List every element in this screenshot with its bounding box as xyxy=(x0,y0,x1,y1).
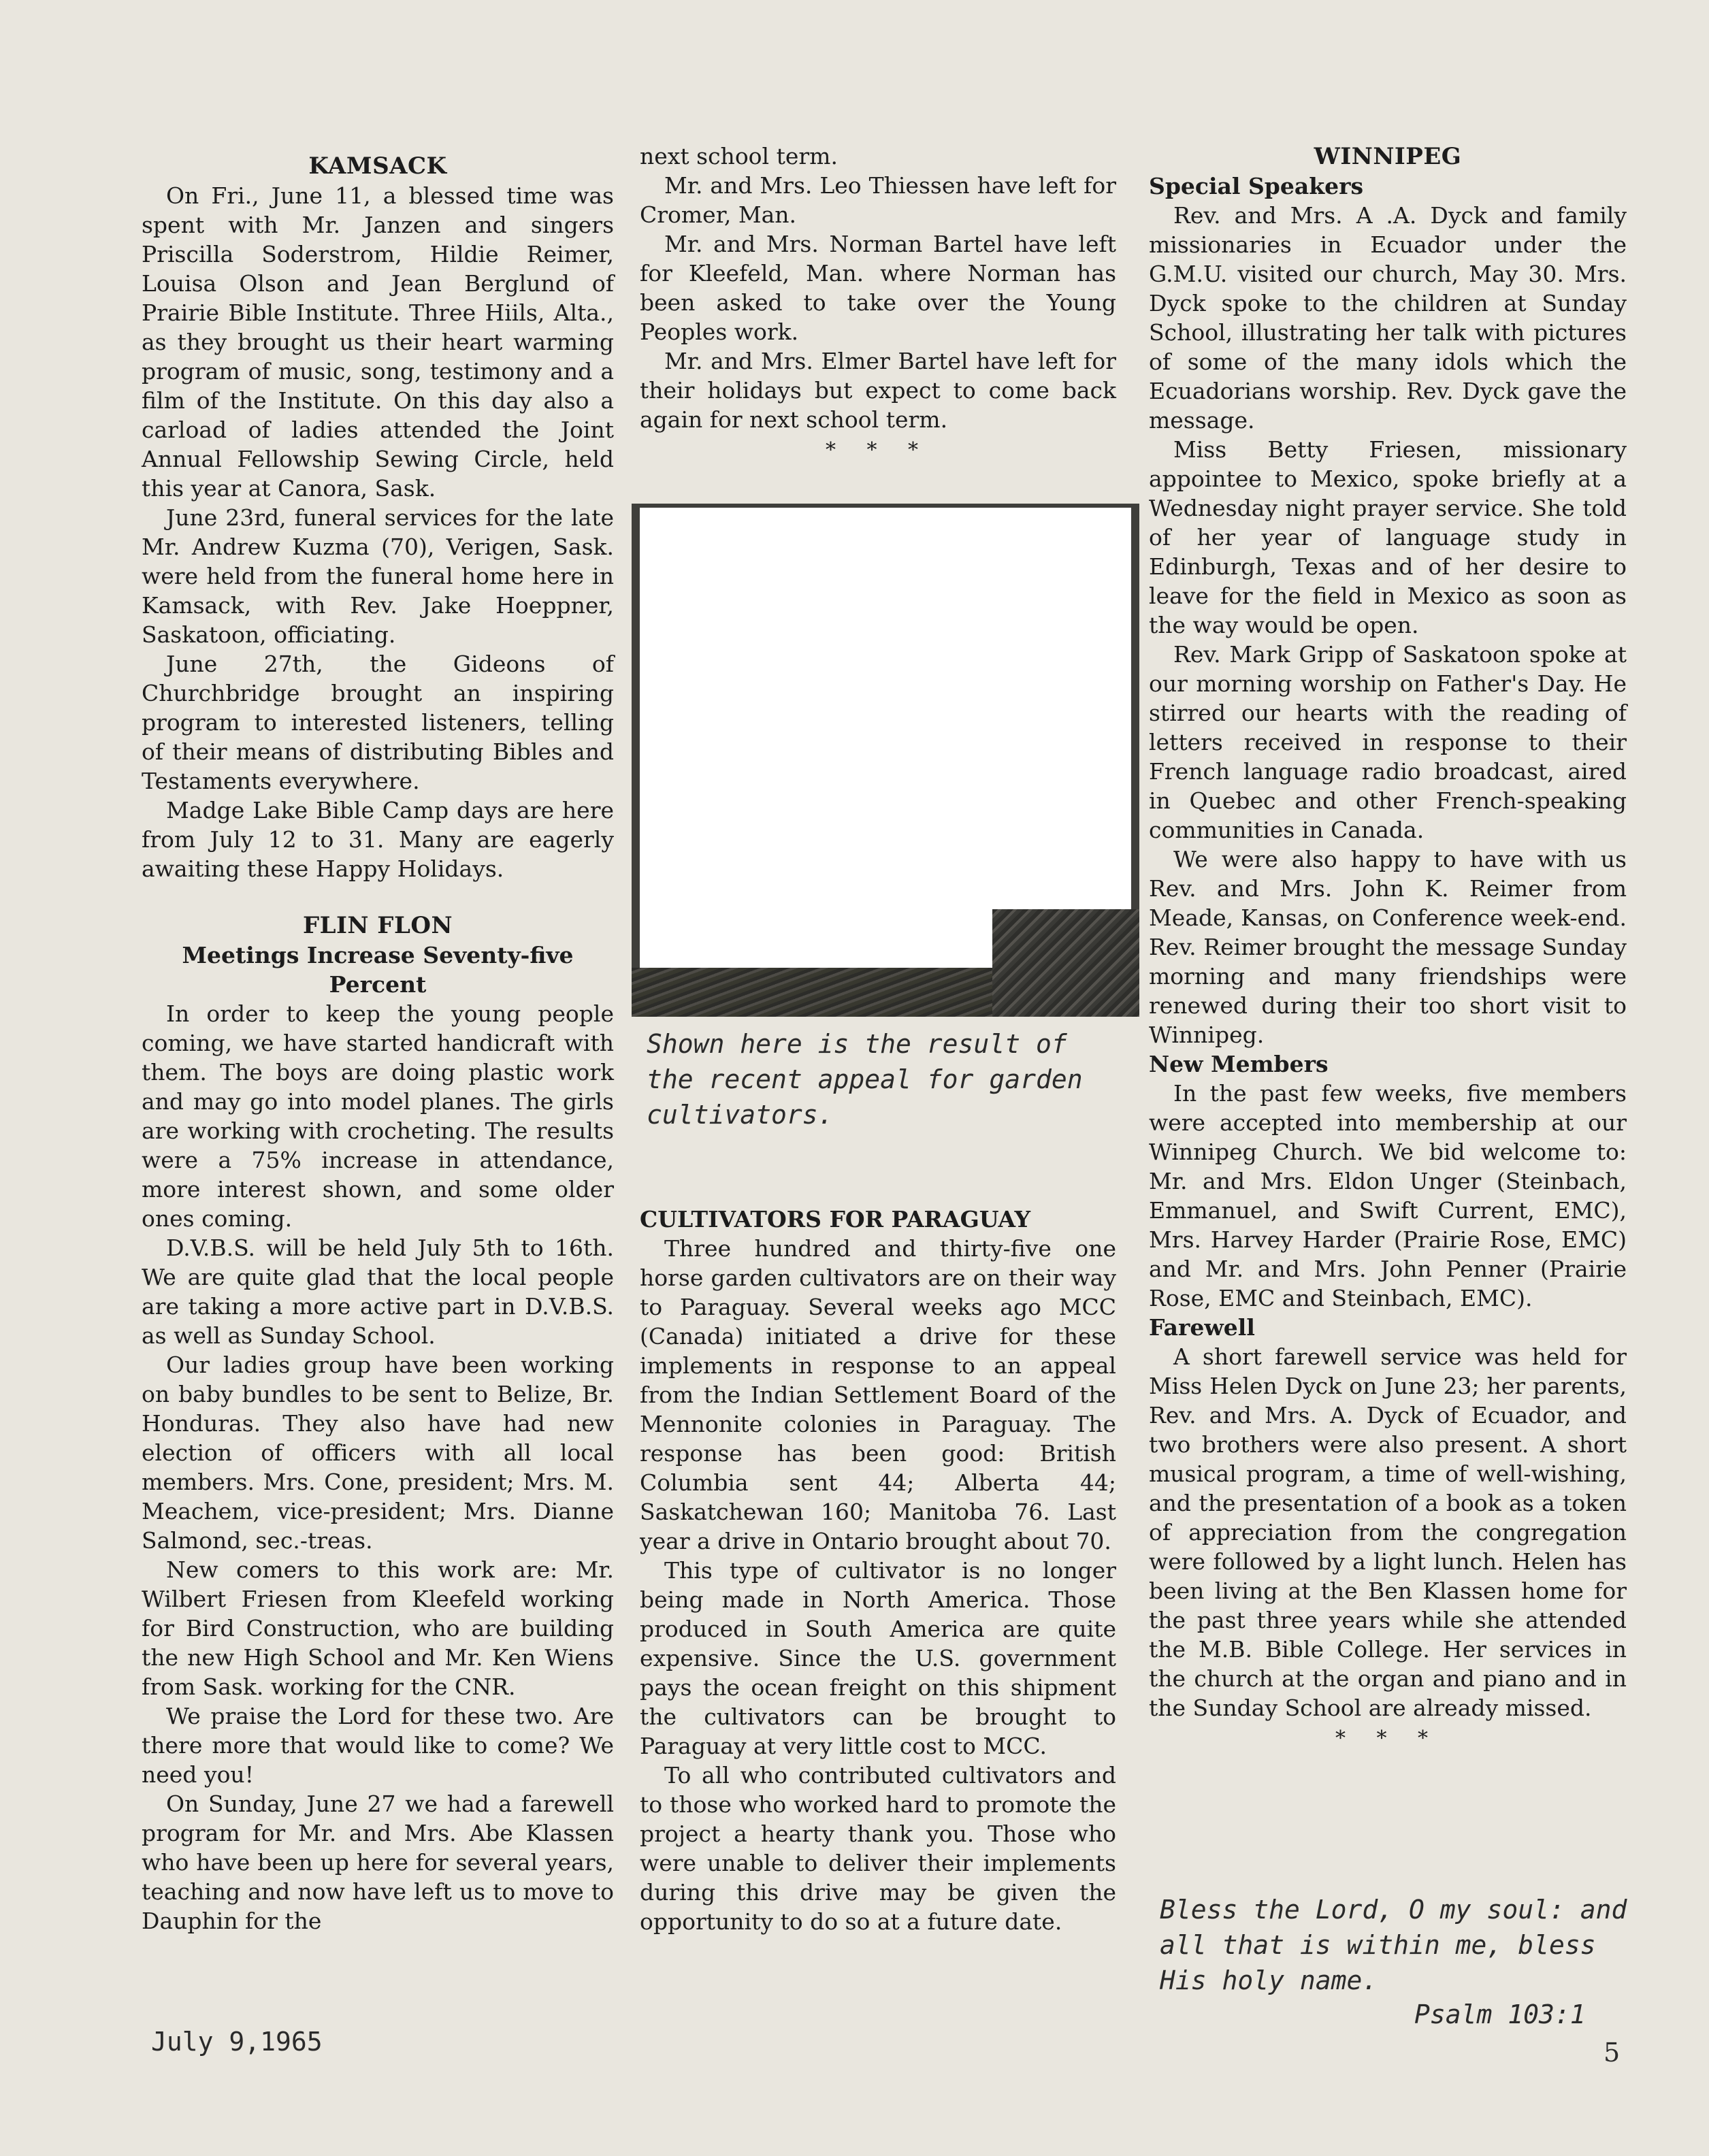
winnipeg-heading: WINNIPEG xyxy=(1314,143,1462,170)
flinflon-heading: FLIN FLON xyxy=(302,912,453,939)
scripture-verse: Bless the Lord, O my soul: and all that is within me, bless His holy name. xyxy=(1160,1895,1627,1995)
members-paragraph-1: In the past few weeks, five members were accepted into membership at our Winnipeg Church. We bid welcome to: Mr. and Mrs. Eldon Unger (Steinbach, Emmanuel, and Swift Current, EMC), Mrs. Harvey Harder (Prairie Rose, EMC) and Mr. and Mrs. John Penner (Prairie Rose, EMC and Steinbach, EMC). xyxy=(1149,1080,1627,1311)
column-left xyxy=(142,151,614,1936)
column-middle-bottom xyxy=(640,1205,1116,1936)
continued-paragraph-2: Mr. and Mrs. Leo Thiessen have left for Cromer, Man. xyxy=(640,172,1116,228)
new-members-heading: New Members xyxy=(1149,1051,1329,1077)
cultivators-paragraph-1: Three hundred and thirty-five one horse garden cultivators are on their way to Paraguay. Several weeks ago MCC (Canada) initiated a drive for these implements in response to an appeal from the Indian Settlement Board of the Mennonite colonies in Paraguay. The response has been good: British Columbia sent 44; Alberta 44; Saskatchewan 160; Manitoba 76. Last year a drive in Ontario brought about 70. xyxy=(640,1235,1116,1554)
cultivators-heading: CULTIVATORS FOR PARAGUAY xyxy=(640,1206,1031,1232)
kamsack-paragraph-3: June 27th, the Gideons of Churchbridge brought an inspiring program to interested listeners, telling of their means of distributing Bibles and Testaments everywhere. xyxy=(142,651,614,794)
kamsack-paragraph-1: On Fri., June 11, a blessed time was spent with Mr. Janzen and singers Priscilla Soderstrom, Hildie Reimer, Louisa Olson and Jean Berglund of Prairie Bible Institute. Three Hiils, Alta., as they brought us their heart warming program of music, song, testimony and a film of the Institute. On this day also a carload of ladies attended the Joint Annual Fellowship Sewing Circle, held this year at Canora, Sask. xyxy=(142,182,614,502)
page-number: 5 xyxy=(1604,2038,1621,2068)
column-middle-top xyxy=(640,142,1116,464)
cultivators-paragraph-2: This type of cultivator is no longer being made in North America. Those produced in South America are quite expensive. Since the U.S. government pays the ocean freight on this shipment the cultivators can be brought to Paraguay at very little cost to MCC. xyxy=(640,1557,1116,1759)
photo-caption: Shown here is the result of the recent appeal for garden cultivators. xyxy=(647,1029,1083,1130)
farewell-paragraph-1: A short farewell service was held for Miss Helen Dyck on June 23; her parents, Rev. and Mrs. A. Dyck of Ecuador, and two brothers were also present. A short musical program, a time of well-wishing, and the presentation of a book as a token of appreciation from the congregation were followed by a light lunch. Helen has been living at the Ben Klassen home for the past three years while she attended the M.B. Bible College. Her services in the church at the organ and piano and in the Sunday School are already missed. xyxy=(1149,1343,1627,1721)
photo-redacted-area xyxy=(640,508,1131,916)
continued-paragraph-4: Mr. and Mrs. Elmer Bartel have left for their holidays but expect to come back again for next school term. xyxy=(640,348,1116,433)
speakers-paragraph-4: We were also happy to have with us Rev. and Mrs. John K. Reimer from Meade, Kansas, on Conference week-end. Rev. Reimer brought the message Sunday morning and many friendships were renewed during their too short visit to Winnipeg. xyxy=(1149,846,1627,1048)
issue-date: July 9,1965 xyxy=(151,2027,323,2057)
photo-redacted-area-lower xyxy=(640,912,992,968)
section-divider-stars: * * * xyxy=(825,438,931,462)
section-gap xyxy=(142,883,614,911)
section-divider-stars-right: * * * xyxy=(1335,1727,1441,1750)
flinflon-subheading: Meetings Increase Seventy-five Percent xyxy=(182,942,574,998)
farewell-heading: Farewell xyxy=(1149,1314,1255,1341)
speakers-paragraph-3: Rev. Mark Gripp of Saskatoon spoke at our morning worship on Father's Day. He stirred our hearts with the reading of letters received in response to their French language radio broadcast, aired in Quebec and other French-speaking communities in Canada. xyxy=(1149,641,1627,843)
flinflon-paragraph-4: New comers to this work are: Mr. Wilbert Friesen from Kleefeld working for Bird Construction, who are building the new High School and Mr. Ken Wiens from Sask. working for the CNR. xyxy=(142,1556,614,1700)
kamsack-heading: KAMSACK xyxy=(308,152,447,180)
special-speakers-heading: Special Speakers xyxy=(1149,173,1364,199)
flinflon-paragraph-5: We praise the Lord for these two. Are there more that would like to come? We need you! xyxy=(142,1703,614,1788)
continued-paragraph-1: next school term. xyxy=(640,143,838,169)
kamsack-paragraph-4: Madge Lake Bible Camp days are here from July 12 to 31. Many are eagerly awaiting these Happy Holidays. xyxy=(142,797,614,882)
continued-paragraph-3: Mr. and Mrs. Norman Bartel have left for Kleefeld, Man. where Norman has been asked to take over the Young Peoples work. xyxy=(640,231,1116,345)
speakers-paragraph-1: Rev. and Mrs. A .A. Dyck and family missionaries in Ecuador under the G.M.U. visited our church, May 30. Mrs. Dyck spoke to the children at Sunday School, illustrating her talk with pictures of some of the many idols which the Ecuadorians worship. Rev. Dyck gave the message. xyxy=(1149,202,1627,434)
flinflon-paragraph-2: D.V.B.S. will be held July 5th to 16th. We are quite glad that the local people are taking a more active part in D.V.B.S. as well as Sunday School. xyxy=(142,1235,614,1349)
flinflon-paragraph-6: On Sunday, June 27 we had a farewell program for Mr. and Mrs. Abe Klassen who have been up here for several years, teaching and now have left us to move to Dauphin for the xyxy=(142,1791,614,1934)
speakers-paragraph-2: Miss Betty Friesen, missionary appointee to Mexico, spoke briefly at a Wednesday night prayer service. She told of her year of language study in Edinburgh, Texas and of her desire to leave for the field in Mexico as soon as the way would be open. xyxy=(1149,436,1627,638)
column-right xyxy=(1149,142,1627,1752)
cultivators-paragraph-3: To all who contributed cultivators and to those who worked hard to promote the project a hearty thank you. Those who were unable to deliver their implements during this drive may be given the opportunity to do so at a future date. xyxy=(640,1762,1116,1935)
flinflon-paragraph-3: Our ladies group have been working on baby bundles to be sent to Belize, Br. Honduras. They also have had new election of officers with all local members. Mrs. Cone, president; Mrs. M. Meachem, vice-president; Mrs. Dianne Salmond, sec.-treas. xyxy=(142,1352,614,1554)
photo-visible-corner xyxy=(992,909,1139,1017)
cultivators-photo xyxy=(632,504,1139,1017)
scripture-reference: Psalm 103:1 xyxy=(1414,1999,1586,2029)
photo-visible-strip xyxy=(632,968,992,1017)
flinflon-paragraph-1: In order to keep the young people coming, we have started handicraft with them. The boys are doing plastic work and may go into model planes. The girls are working with crocheting. The results were a 75% increase in attendance, more interest shown, and some older ones coming. xyxy=(142,1000,614,1232)
kamsack-paragraph-2: June 23rd, funeral services for the late Mr. Andrew Kuzma (70), Verigen, Sask. were held from the funeral home here in Kamsack, with Rev. Jake Hoeppner, Saskatoon, officiating. xyxy=(142,504,614,648)
